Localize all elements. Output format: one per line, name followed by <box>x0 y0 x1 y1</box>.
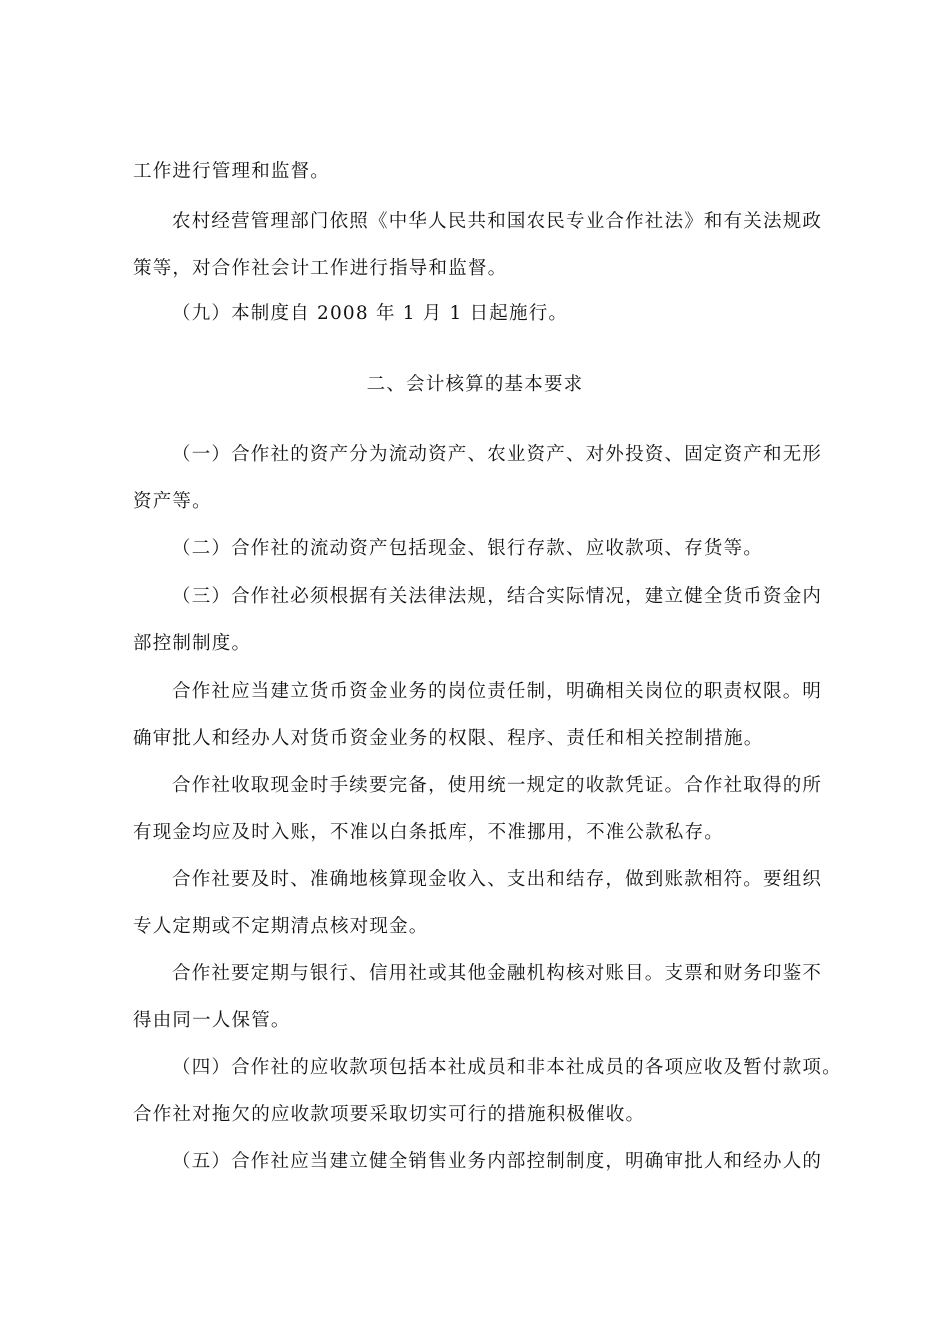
text-line: 有现金均应及时入账，不准以白条抵库，不准挪用，不准公款私存。 <box>133 822 725 843</box>
section-heading: 二、会计核算的基本要求 <box>366 374 584 395</box>
text-line: （一）合作社的资产分为流动资产、农业资产、对外投资、固定资产和无形 <box>172 444 823 465</box>
text-line: 部控制制度。 <box>133 633 252 654</box>
text-line: 合作社收取现金时手续要完备，使用统一规定的收款凭证。合作社取得的所 <box>172 775 823 796</box>
text-line: （二）合作社的流动资产包括现金、银行存款、应收款项、存货等。 <box>172 538 764 559</box>
text-line: 合作社要及时、准确地核算现金收入、支出和结存，做到账款相符。要组织 <box>172 869 823 890</box>
text-line: 得由同一人保管。 <box>133 1010 291 1031</box>
text-line: 农村经营管理部门依照《中华人民共和国农民专业合作社法》和有关法规政 <box>172 211 823 232</box>
text-line: 资产等。 <box>133 491 212 512</box>
text-line: 确审批人和经办人对货币资金业务的权限、程序、责任和相关控制措施。 <box>133 728 764 749</box>
text-line: 合作社对拖欠的应收款项要采取切实可行的措施积极催收。 <box>133 1104 646 1125</box>
text-line: （四）合作社的应收款项包括本社成员和非本社成员的各项应收及暂付款项。 <box>172 1057 842 1078</box>
text-line: 策等，对合作社会计工作进行指导和监督。 <box>133 258 508 279</box>
text-line: 工作进行管理和监督。 <box>133 161 331 182</box>
text-line: （五）合作社应当建立健全销售业务内部控制制度，明确审批人和经办人的 <box>172 1151 823 1172</box>
text-line: （九）本制度自 2008 年 1 月 1 日起施行。 <box>172 303 569 324</box>
text-line: 合作社应当建立货币资金业务的岗位责任制，明确相关岗位的职责权限。明 <box>172 681 823 702</box>
text-line: （三）合作社必须根据有关法律法规，结合实际情况，建立健全货币资金内 <box>172 586 823 607</box>
text-line: 专人定期或不定期清点核对现金。 <box>133 916 429 937</box>
text-line: 合作社要定期与银行、信用社或其他金融机构核对账目。支票和财务印鉴不 <box>172 963 823 984</box>
